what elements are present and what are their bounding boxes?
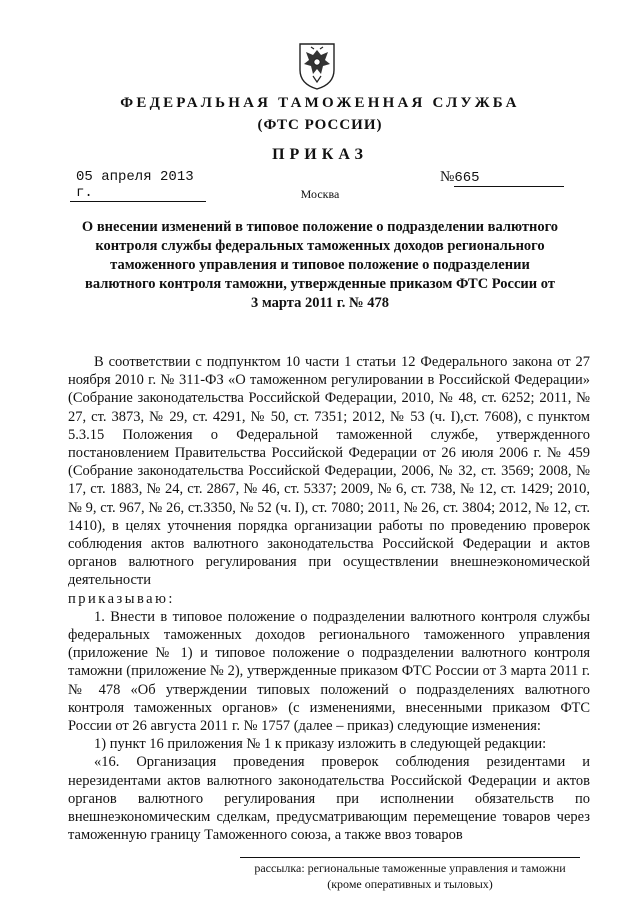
item-1-1-paragraph: 1) пункт 16 приложения № 1 к приказу изложить в следующей редакции: — [94, 736, 547, 753]
preamble-paragraph: В соответствии с подпунктом 10 части 1 статьи 12 Федерального закона от 27 ноября 2010 г. № 311-ФЗ «О таможенном регулировании в Российской Федерации» (Собрание законодательства Российской Федерации, 2010, № 48, ст. 6252; 2011, № 27, ст. 3873, № 29, ст. 4291, № 50, ст. 7351; 2012, № 53 (ч. I),ст. 7608), с пунктом 5.3.15 Положения о Федеральной таможенной службе, утвержденного постановлением Правительства Российской Федерации от 26 июля 2006 г. № 459 (Собрание законодательства Российской Федерации, 2006, № 32, ст. 3569; 2008, № 17, ст. 1883, № 24, ст. 2867, № 46, ст. 5337; 2009, № 6, ст. 738, № 12, ст. 1429; 2010, № 9, ст. 967, № 26, ст.3350, № 52 (ч. I), ст. 7080; 2011, № 26, ст. 3804; 2012, № 12, ст. 1410), в целях уточнения порядка организации работы по проведению проверок соблюдения актов валютного законодательства Российской Федерации и актов органов валютного регулирования при осуществлении внешнеэкономической деятельности — [68, 354, 590, 589]
order-body — [68, 353, 590, 844]
distribution-note: (кроме оперативных и тыловых) — [327, 877, 493, 891]
item-1-paragraph: 1. Внести в типовое положение о подразделении валютного контроля службы федеральных таможенных доходов регионального таможенного управления (приложение № 1) и типовое положение о подразделении валютного контроля таможни (приложение № 2), утвержденные приказом ФТС России от 3 марта 2011 г. № 478 «Об утверждении типовых положений о подразделениях валютного контроля таможенных органов» (с изменениями, внесенными приказом ФТС России от 26 августа 2011 г. № 1757 (далее – приказ) следующие изменения: — [68, 608, 590, 735]
order-date: 05 апреля 2013 г. — [70, 169, 206, 202]
organization-name: ФЕДЕРАЛЬНАЯ ТАМОЖЕННАЯ СЛУЖБА — [120, 95, 520, 111]
order-number: 665 — [454, 170, 564, 187]
distribution-footer — [240, 860, 580, 892]
footer-divider — [240, 857, 580, 858]
order-title: О внесении изменений в типовое положение о подразделении валютного контроля службы федеральных таможенных доходов регионального таможенного управления и типовое положение о подразделении валютного контроля таможни, утвержденные приказом ФТС России от 3 марта 2011 г. № 478 — [81, 219, 559, 311]
order-number-block — [440, 169, 564, 187]
organization-short-name: (ФТС РОССИИ) — [257, 117, 383, 133]
city: Москва — [300, 187, 340, 201]
document-type: ПРИКАЗ — [272, 146, 368, 163]
order-word: приказываю: — [68, 590, 175, 607]
coat-of-arms-emblem — [294, 40, 340, 90]
distribution-text: рассылка: региональные таможенные управления и таможни — [254, 861, 566, 875]
order-number-prefix: № — [440, 169, 455, 185]
item-16-paragraph: «16. Организация проведения проверок соблюдения резидентами и нерезидентами актов валютного законодательства Российской Федерации и актов органов валютного регулирования при исполнении обязательств по внешнеэкономическим сделкам, предусматривающим перемещение товаров через таможенную границу Таможенного союза, а также ввоз товаров — [68, 754, 590, 844]
